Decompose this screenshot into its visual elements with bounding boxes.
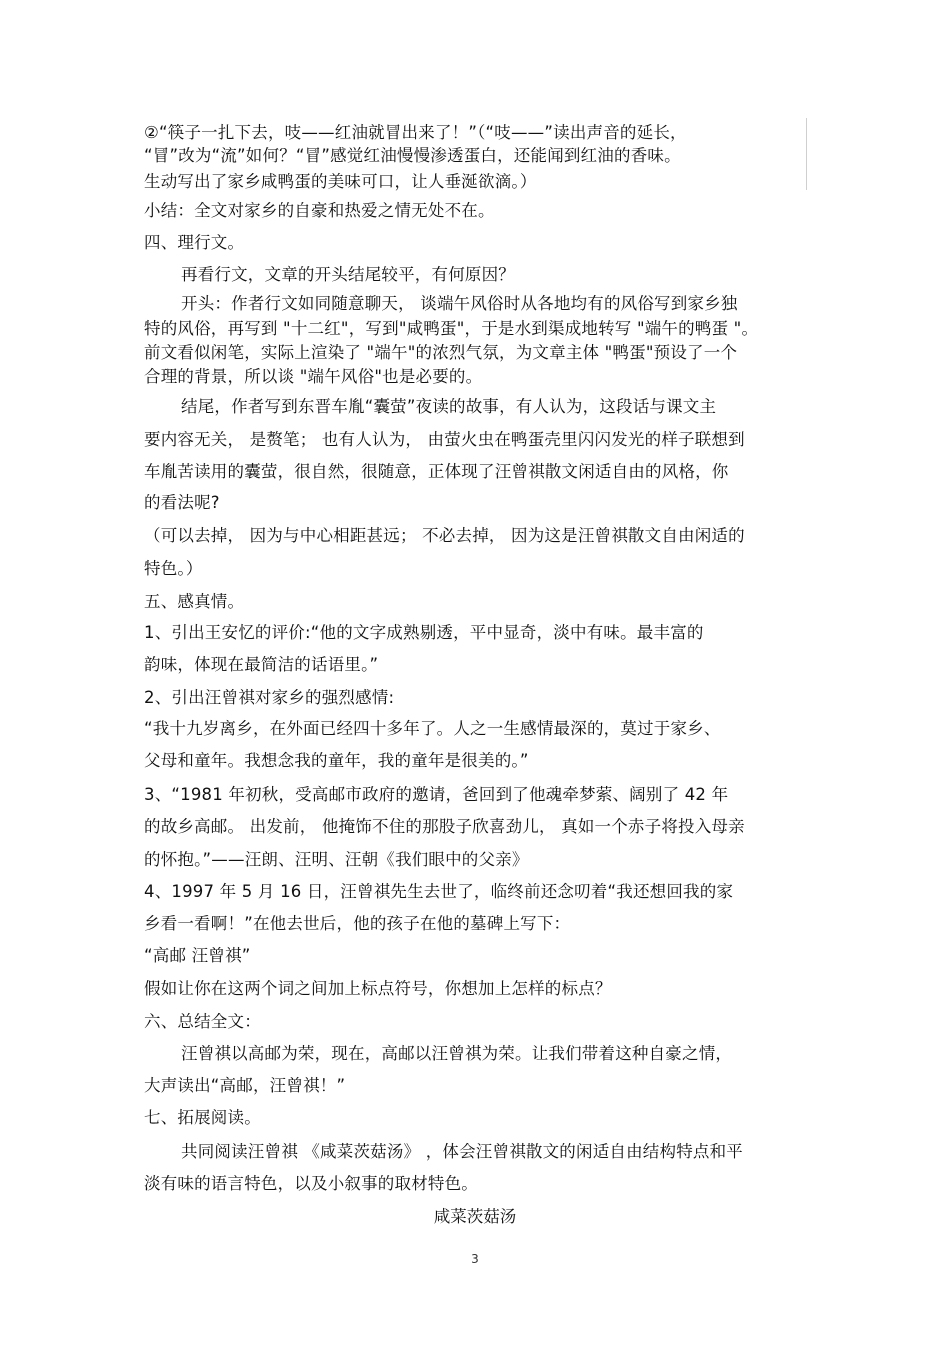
body-line: 再看行文，文章的开头结尾较平，有何原因？ (181, 265, 515, 284)
body-line: 4、1997 年 5 月 16 日，汪曾祺先生去世了，临终前还念叨着“我还想回我的家 (144, 882, 734, 901)
body-line: 前文看似闲笔，实际上渲染了 "端午"的浓烈气氛，为文章主体 "鸭蛋"预设了一个 (144, 343, 738, 362)
body-line: “冒”改为“流”如何？“冒”感觉红油慢慢渗透蛋白，还能闻到红油的香味。 (144, 146, 681, 165)
section-heading-7: 七、拓展阅读。 (144, 1108, 261, 1127)
body-line: 车胤苦读用的囊萤，很自然，很随意，正体现了汪曾祺散文闲适自由的风格，你 (144, 462, 729, 481)
section-heading-5: 五、感真情。 (144, 592, 245, 611)
question-line: 假如让你在这两个词之间加上标点符号，你想加上怎样的标点？ (144, 979, 612, 998)
quote-line: 父母和童年。我想念我的童年，我的童年是很美的。” (144, 751, 529, 770)
body-line: ②“筷子一扎下去，吱——红油就冒出来了！”（“吱——”读出声音的延长， (144, 123, 687, 142)
body-line: 的看法呢? (144, 493, 220, 512)
body-line: 2、引出汪曾祺对家乡的强烈感情: (144, 688, 395, 707)
page-number: 3 (471, 1252, 479, 1266)
body-line: 合理的背景，所以谈 "端午风俗"也是必要的。 (144, 367, 483, 386)
margin-rule (806, 118, 807, 190)
body-line: 特色。） (144, 559, 203, 578)
body-line: 韵味，体现在最简洁的话语里。” (144, 655, 379, 674)
body-line: 开头：作者行文如同随意聊天， 谈端午风俗时从各地均有的风俗写到家乡独 (181, 294, 738, 313)
reading-title: 咸菜茨菇汤 (433, 1207, 517, 1226)
body-line: 乡看一看啊！”在他去世后，他的孩子在他的墓碑上写下： (144, 914, 571, 933)
body-line: 要内容无关， 是赘笔； 也有人认为， 由萤火虫在鸭蛋壳里闪闪发光的样子联想到 (144, 430, 745, 449)
section-heading-6: 六、总结全文： (144, 1012, 261, 1031)
body-line: 的故乡高邮。 出发前， 他掩饰不住的那股子欣喜劲儿， 真如一个赤子将投入母亲 (144, 817, 745, 836)
section-heading-4: 四、理行文。 (144, 233, 245, 252)
body-line: 大声读出“高邮，汪曾祺！” (144, 1076, 346, 1095)
body-line: 结尾，作者写到东晋车胤“囊萤”夜读的故事，有人认为，这段话与课文主 (181, 397, 717, 416)
body-line: 共同阅读汪曾祺 《咸菜茨菇汤》 ，体会汪曾祺散文的闲适自由结构特点和平 (181, 1142, 743, 1161)
body-line: 1、引出王安忆的评价:“他的文字成熟剔透，平中显奇，淡中有味。最丰富的 (144, 623, 704, 642)
body-line: 的怀抱。”——汪朗、汪明、汪朝《我们眼中的父亲》 (144, 850, 529, 869)
body-line: （可以去掉， 因为与中心相距甚远； 不必去掉， 因为这是汪曾祺散文自由闲适的 (144, 526, 745, 545)
quote-line: “我十九岁离乡，在外面已经四十多年了。人之一生感情最深的，莫过于家乡、 (144, 719, 721, 738)
epitaph-line: “高邮 汪曾祺” (144, 946, 251, 965)
body-line: 特的风俗，再写到 "十二红"，写到"咸鸭蛋"，于是水到渠成地转写 "端午的鸭蛋 "。 (144, 319, 759, 338)
body-line: 淡有味的语言特色，以及小叙事的取材特色。 (144, 1174, 478, 1193)
body-line: 生动写出了家乡咸鸭蛋的美味可口，让人垂涎欲滴。） (144, 172, 537, 191)
body-line: 3、“1981 年初秋，受高邮市政府的邀请，爸回到了他魂牵梦萦、阔别了 42 年 (144, 785, 729, 804)
summary-line: 小结：全文对家乡的自豪和热爱之情无处不在。 (144, 201, 495, 220)
body-line: 汪曾祺以高邮为荣，现在，高邮以汪曾祺为荣。让我们带着这种自豪之情， (181, 1044, 733, 1063)
